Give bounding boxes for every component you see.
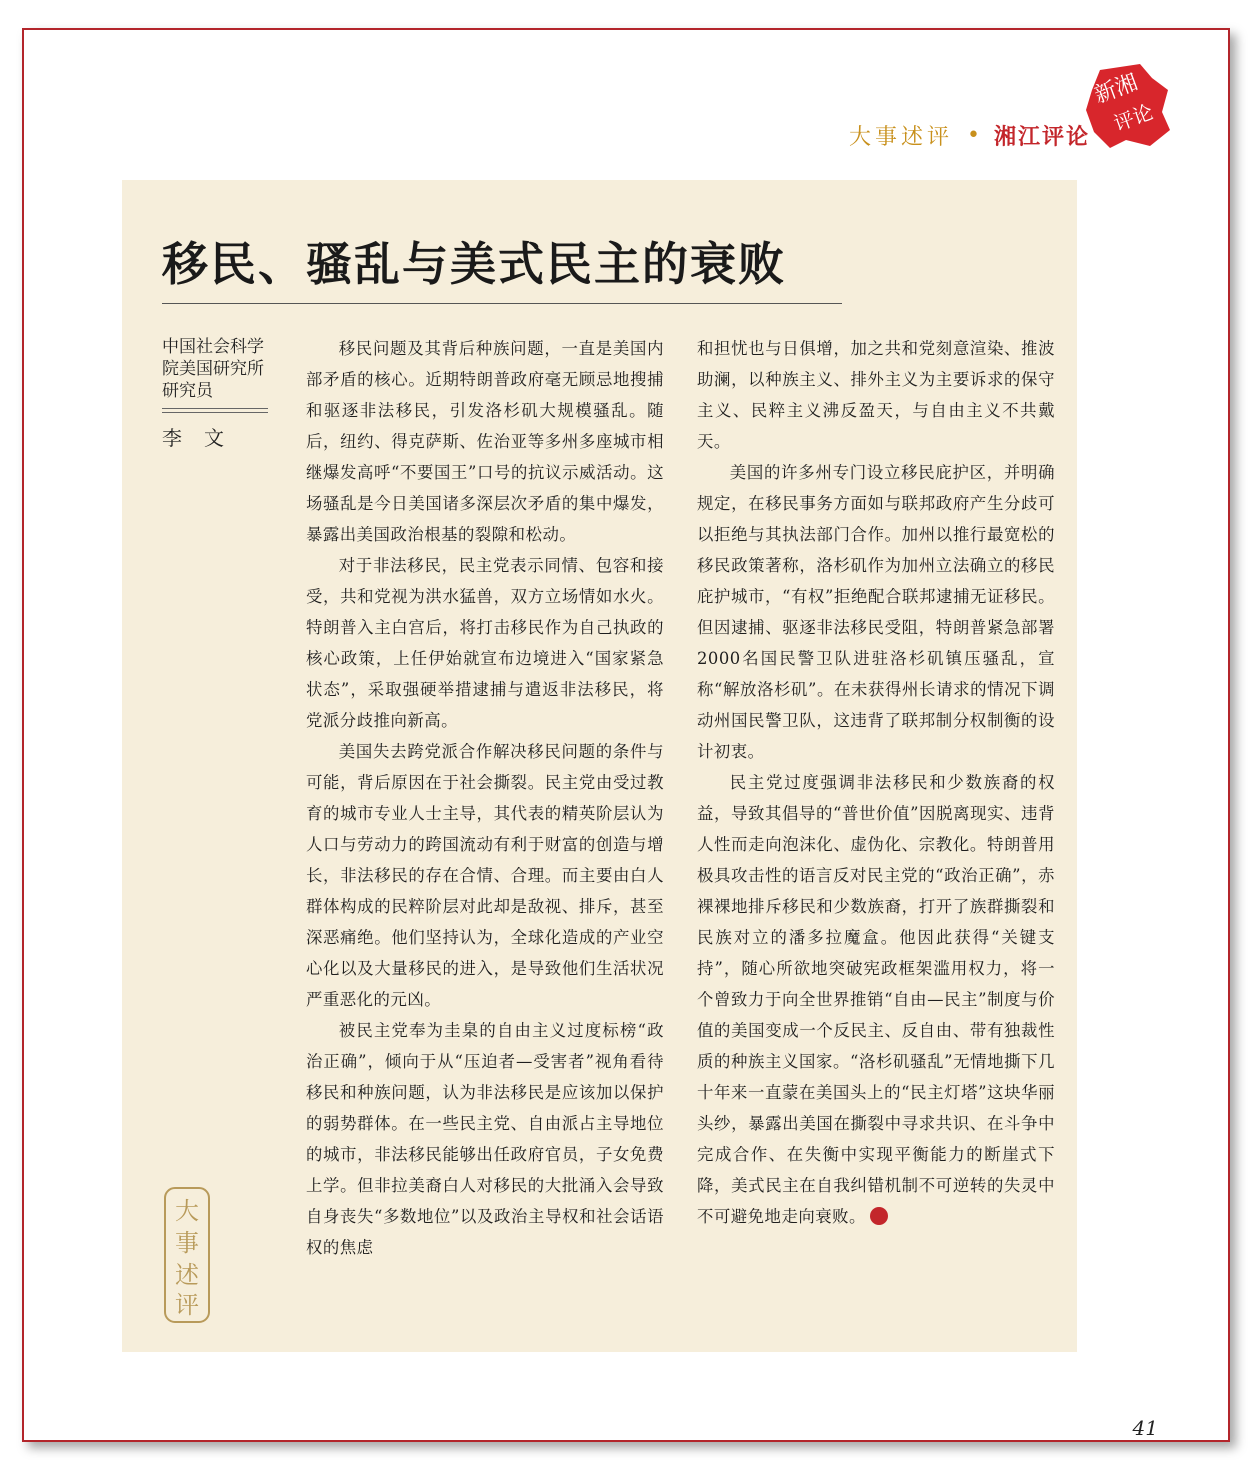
paragraph: 美国的许多州专门设立移民庇护区，并明确规定，在移民事务方面如与联邦政府产生分歧可以拒绝与其执法部门合作。加州以推行最宽松的移民政策著称，洛杉矶作为加州立法确立的移民庇护城市，“有权”拒绝配合联邦逮捕无证移民。但因逮捕、驱逐非法移民受阻，特朗普紧急部署2000名国民警卫队进驻洛杉矶镇压骚乱，宣称“解放洛杉矶”。在未获得州长请求的情况下调动州国民警卫队，这违背了联邦制分权制衡的设计初衷。 bbox=[697, 463, 1055, 761]
paragraph: 被民主党奉为圭臬的自由主义过度标榜“政治正确”，倾向于从“压迫者—受害者”视角看待移民和种族问题，认为非法移民是应该加以保护的弱势群体。在一些民主党、自由派占主导地位的城市，非法移民能够出任政府官员，子女免费上学。但非拉美裔白人对移民的大批涌入会导致自身丧失“多数地位”以及政治主导权和社会话语权的焦虑 bbox=[306, 1021, 664, 1257]
page-number: 41 bbox=[1132, 1416, 1158, 1440]
paragraph bbox=[697, 767, 1055, 1232]
paragraph: 对于非法移民，民主党表示同情、包容和接受，共和党视为洪水猛兽，双方立场情如水火。特朗普入主白宫后，将打击移民作为自己执政的核心政策，上任伊始就宣布边境进入“国家紧急状态”，采取强硬举措逮捕与遣返非法移民，将党派分歧推向新高。 bbox=[306, 556, 664, 730]
author-affiliation: 中国社会科学院美国研究所研究员 bbox=[162, 337, 264, 401]
svg-text:述: 述 bbox=[175, 1261, 199, 1289]
article-column-left bbox=[306, 333, 664, 1263]
section-label: 大事述评 bbox=[848, 125, 953, 150]
paragraph-text: 民主党过度强调非法移民和少数族裔的权益，导致其倡导的“普世价值”因脱离现实、违背人性而走向泡沫化、虚伪化、宗教化。特朗普用极具攻击性的语言反对民主党的“政治正确”，赤裸裸地排斥移民和少数族裔，打开了族群撕裂和民族对立的潘多拉魔盒。他因此获得“关键支持”，随心所欲地突破宪政框架滥用权力，将一个曾致力于向全世界推销“自由—民主”制度与价值的美国变成一个反民主、反自由、带有独裁性质的种族主义国家。“洛杉矶骚乱”无情地撕下几十年来一直蒙在美国头上的“民主灯塔”这块华丽头纱，暴露出美国在撕裂中寻求共识、在斗争中完成合作、在失衡中实现平衡能力的断崖式下降，美式民主在自我纠错机制不可逆转的失灵中不可避免地走向衰败。 bbox=[697, 773, 1055, 1226]
article-column-right bbox=[697, 333, 1055, 1232]
svg-text:评论: 评论 bbox=[1110, 99, 1157, 136]
svg-text:新湘: 新湘 bbox=[1091, 70, 1142, 109]
paragraph: 美国失去跨党派合作解决移民问题的条件与可能，背后原因在于社会撕裂。民主党由受过教育的城市专业人士主导，其代表的精英阶层认为人口与劳动力的跨国流动有利于财富的创造与增长，非法移民的存在合情、合理。而主要由白人群体构成的民粹阶层对此却是敌视、排斥，甚至深恶痛绝。他们坚持认为，全球化造成的产业空心化以及大量移民的进入，是导致他们生活状况严重恶化的元凶。 bbox=[306, 742, 664, 1009]
paragraph: 移民问题及其背后种族问题，一直是美国内部矛盾的核心。近期特朗普政府毫无顾忌地搜捕和驱逐非法移民，引发洛杉矶大规模骚乱。随后，纽约、得克萨斯、佐治亚等多州多座城市相继爆发高呼“不要国王”口号的抗议示威活动。这场骚乱是今日美国诸多深层次矛盾的集中爆发，暴露出美国政治根基的裂隙和松动。 bbox=[306, 339, 664, 544]
article-title: 移民、骚乱与美式民主的衰败 bbox=[162, 237, 786, 291]
svg-text:大: 大 bbox=[175, 1197, 199, 1225]
end-mark-icon bbox=[870, 1207, 888, 1225]
author-divider bbox=[162, 408, 268, 413]
paragraph-continuation: 和担忧也与日俱增，加之共和党刻意渲染、推波助澜，以种族主义、排外主义为主要诉求的保守主义、民粹主义沸反盈天，与自由主义不共戴天。 bbox=[697, 339, 1055, 451]
title-divider bbox=[162, 303, 842, 304]
publication-logo bbox=[1080, 60, 1172, 152]
page-header bbox=[849, 120, 1090, 151]
column-seal bbox=[162, 1185, 212, 1325]
svg-text:事: 事 bbox=[175, 1229, 199, 1257]
header-separator: • bbox=[967, 123, 980, 148]
author-name: 李文 bbox=[162, 426, 246, 450]
svg-text:评: 评 bbox=[175, 1291, 199, 1319]
column-name: 湘江评论 bbox=[993, 125, 1090, 150]
